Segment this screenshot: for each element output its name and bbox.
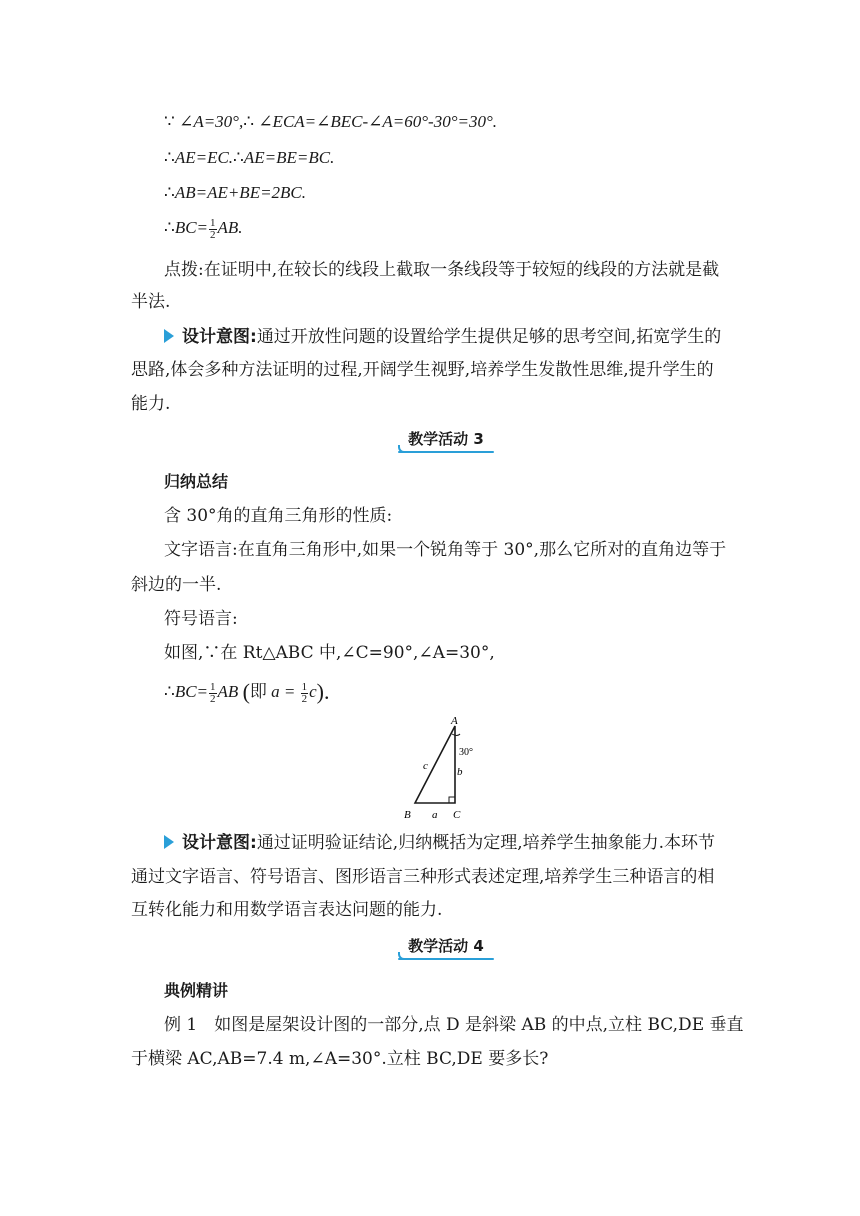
therefore-symbol: ∴ (164, 183, 175, 202)
symbol-language: 符号语言: (164, 609, 238, 629)
example-line-1: 例 1 如图是屋架设计图的一部分,点 D 是斜梁 AB 的中点,立柱 BC,DE 垂直 (164, 1015, 744, 1035)
triangle-marker-icon (164, 835, 174, 849)
side-b-label: b (457, 766, 463, 778)
proof-line-4: ∴BC= $\frac{1}{2}$ AB. (164, 216, 243, 241)
therefore-symbol: ∴ (164, 682, 175, 701)
angle-label: 30° (459, 747, 473, 758)
triangle-marker-icon (164, 329, 174, 343)
design-intent-label: 设计意图: (182, 833, 257, 853)
example-heading: 典例精讲 (164, 981, 229, 1000)
vertex-A: A (451, 715, 458, 727)
text-language-line-1: 文字语言:在直角三角形中,如果一个锐角等于 30°,那么它所对的直角边等于 (164, 540, 727, 560)
activity-4-title: 教学活动 4 (408, 937, 484, 955)
activity-3-underline (398, 451, 494, 453)
because-symbol: ∵ (164, 112, 175, 131)
fraction-one-half: $\frac{1}{2}$ (210, 680, 216, 705)
fraction-one-half: $\frac{1}{2}$ (210, 216, 216, 241)
summary-intro: 含 30°角的直角三角形的性质: (164, 506, 393, 526)
activity-4-underline (398, 958, 494, 960)
tip-line-2: 半法. (131, 292, 171, 312)
proof-line-2: ∴AE=EC.∴AE=BE=BC. (164, 148, 335, 167)
right-angle-mark (449, 797, 455, 803)
vertex-B: B (404, 809, 411, 821)
activity-3-title: 教学活动 3 (408, 430, 484, 448)
figure-condition-line: 如图,∵在 Rt△ABC 中,∠C=90°,∠A=30°, (164, 643, 495, 663)
summary-heading: 归纳总结 (164, 472, 229, 491)
angle-arc (452, 734, 460, 736)
right-triangle-figure (395, 712, 490, 824)
proof-line-3: ∴AB=AE+BE=2BC. (164, 183, 307, 202)
triangle-shape (415, 726, 455, 803)
therefore-symbol: ∴ (243, 112, 255, 131)
therefore-symbol: ∴ (164, 148, 175, 167)
vertex-C: C (453, 809, 461, 821)
design-intent-2-line-2: 通过文字语言、符号语言、图形语言三种形式表述定理,培养学生三种语言的相 (131, 867, 715, 887)
text-language-line-2: 斜边的一半. (131, 575, 222, 595)
therefore-symbol: ∴ (164, 218, 175, 237)
design-intent-1-line-2: 思路,体会多种方法证明的过程,开阔学生视野,培养学生发散性思维,提升学生的 (131, 360, 714, 380)
side-a-label: a (432, 809, 438, 821)
proof-line-1: ∵ ∠A=30°,∴ ∠ECA=∠BEC-∠A=60°-30°=30°. (164, 112, 498, 131)
design-intent-label: 设计意图: (182, 327, 257, 347)
result-line: ∴BC= $\frac{1}{2}$ AB (即 a = $\frac{1}{2}$ c). (164, 679, 330, 705)
design-intent-1-line-3: 能力. (131, 394, 171, 414)
design-intent-2-line-3: 互转化能力和用数学语言表达问题的能力. (131, 900, 443, 920)
side-c-label: c (423, 760, 428, 772)
design-intent-1-line-1: 设计意图:通过开放性问题的设置给学生提供足够的思考空间,拓宽学生的 (164, 325, 721, 349)
fraction-one-half-2: $\frac{1}{2}$ (301, 680, 308, 705)
tip-line-1: 点拨:在证明中,在较长的线段上截取一条线段等于较短的线段的方法就是截 (164, 260, 720, 280)
design-intent-2-line-1: 设计意图:通过证明验证结论,归纳概括为定理,培养学生抽象能力.本环节 (164, 831, 715, 855)
example-line-2: 于横梁 AC,AB=7.4 m,∠A=30°.立柱 BC,DE 要多长? (131, 1049, 549, 1069)
